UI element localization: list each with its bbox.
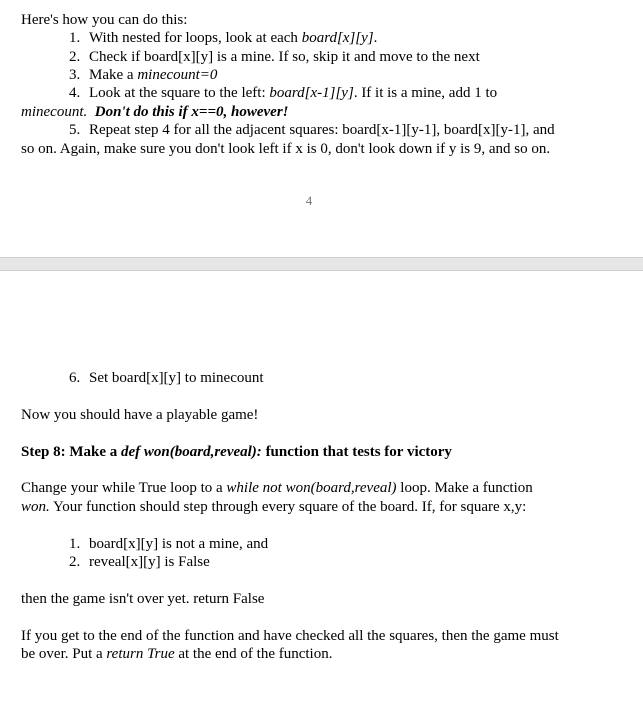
paragraph: Change your while True loop to a while not won(board,reveal) loop. Make a function	[21, 480, 533, 496]
document-page-2	[0, 271, 643, 703]
paragraph: Now you should have a playable game!	[21, 407, 259, 423]
document-page-1	[0, 0, 643, 257]
list-number: 1.	[69, 30, 81, 46]
list-number: 2.	[69, 49, 81, 65]
list-item: 2. reveal[x][y] is False	[69, 554, 210, 570]
list-item: 1. With nested for loops, look at each board[x][y].	[69, 30, 378, 46]
paragraph: then the game isn't over yet. return False	[21, 591, 265, 607]
list-item-continuation: so on. Again, make sure you don't look left if x is 0, don't look down if y is 9, and so on.	[21, 141, 551, 157]
list-number: 5.	[69, 122, 81, 138]
paragraph: be over. Put a return True at the end of the function.	[21, 646, 333, 662]
list-item: 4. Look at the square to the left: board[x-1][y]. If it is a mine, add 1 to	[69, 85, 498, 101]
page-number: 4	[305, 193, 313, 208]
page-break	[0, 257, 643, 271]
list-number: 2.	[69, 554, 81, 570]
list-item: 3. Make a minecount=0	[69, 67, 218, 83]
list-number: 1.	[69, 536, 81, 552]
paragraph: If you get to the end of the function and have checked all the squares, then the game must	[21, 628, 559, 644]
list-number: 4.	[69, 85, 81, 101]
list-number: 6.	[69, 370, 81, 386]
step-heading: Step 8: Make a def won(board,reveal): function that tests for victory	[21, 444, 452, 460]
list-item-continuation: minecount. Don't do this if x==0, however!	[21, 104, 289, 120]
list-number: 3.	[69, 67, 81, 83]
paragraph: won. Your function should step through every square of the board. If, for square x,y:	[21, 499, 527, 515]
intro-text: Here's how you can do this:	[21, 12, 188, 28]
list-item: 6. Set board[x][y] to minecount	[69, 370, 264, 386]
list-item: 1. board[x][y] is not a mine, and	[69, 536, 269, 552]
list-item: 2. Check if board[x][y] is a mine. If so, skip it and move to the next	[69, 49, 480, 65]
list-item: 5. Repeat step 4 for all the adjacent squares: board[x-1][y-1], board[x][y-1], and	[69, 122, 555, 138]
